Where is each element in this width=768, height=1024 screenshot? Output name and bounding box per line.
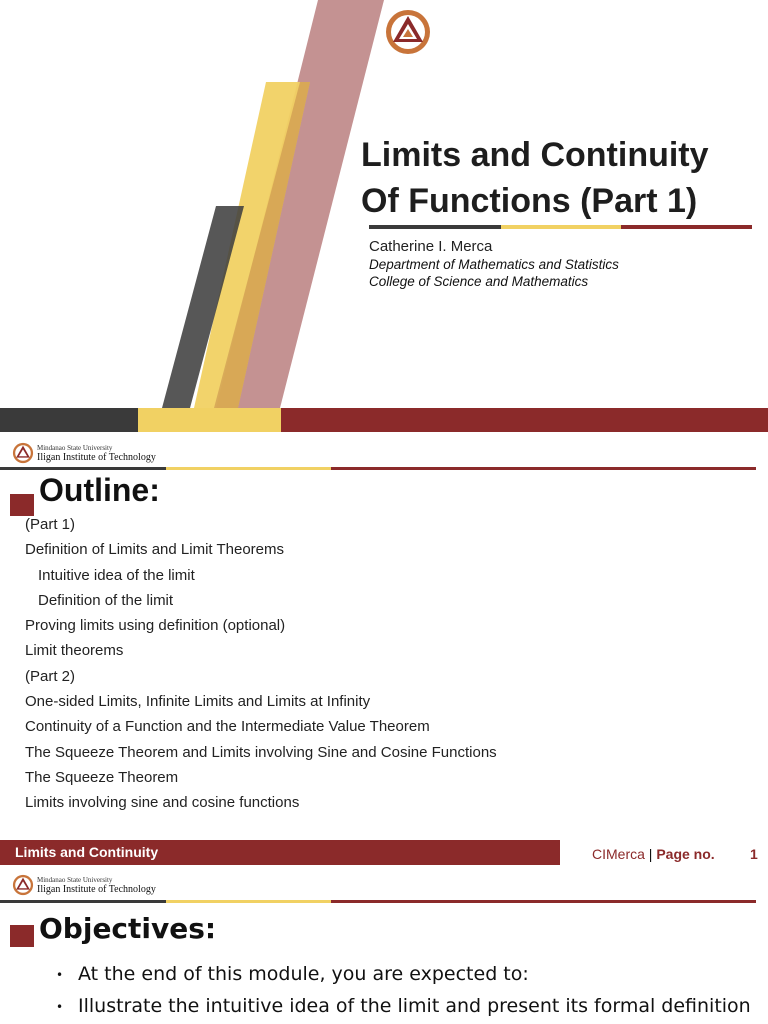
university-line-2: Iligan Institute of Technology (37, 884, 156, 895)
outline-item: Definition of Limits and Limit Theorems (25, 541, 284, 559)
bullet-icon: • (56, 967, 64, 982)
objective-item (56, 958, 751, 990)
header-band-maroon (331, 467, 756, 470)
outline-item: Continuity of a Function and the Intermediate Value Theorem (25, 718, 430, 736)
header-band-maroon (331, 900, 756, 903)
university-name (37, 444, 156, 462)
objective-item (56, 990, 751, 1022)
outline-heading: Outline: (39, 472, 160, 508)
college-name: College of Science and Mathematics (369, 274, 589, 289)
title-underline-maroon (621, 225, 752, 229)
author-name: Catherine I. Merca (369, 238, 493, 255)
title-line-1: Limits and Continuity (361, 136, 709, 174)
bullet-icon: • (56, 999, 64, 1014)
header-band-gold (166, 900, 331, 903)
outline-item: (Part 2) (25, 667, 76, 685)
presentation-title (361, 132, 709, 224)
footer-label: Limits and Continuity (15, 844, 159, 860)
title-slide (0, 0, 768, 432)
university-line-1: Mindanao State University (37, 444, 113, 452)
footer-separator: | (648, 846, 653, 862)
outline-slide (0, 432, 768, 868)
seal-icon (12, 874, 34, 896)
outline-item: The Squeeze Theorem (25, 768, 179, 786)
outline-item: Definition of the limit (38, 591, 174, 609)
bottom-band-maroon (281, 408, 768, 432)
outline-item: Limits involving sine and cosine functions (25, 794, 300, 812)
footer-page-label: Page no. (656, 846, 715, 862)
title-underline-gold (501, 225, 621, 229)
outline-item: (Part 1) (25, 516, 76, 533)
footer-credits (592, 846, 715, 862)
outline-item: Limit theorems (25, 642, 124, 660)
title-line-2: Of Functions (Part 1) (361, 182, 698, 220)
department-name: Department of Mathematics and Statistics (369, 257, 619, 272)
outline-item: Proving limits using definition (optional) (25, 617, 286, 635)
outline-list (25, 512, 497, 816)
institution-logo-icon (384, 8, 432, 56)
seal-icon (12, 442, 34, 464)
university-logo (12, 874, 156, 896)
outline-item: One-sided Limits, Infinite Limits and Limits at Infinity (25, 693, 371, 711)
footer-author: CIMerca (592, 846, 645, 862)
objective-text: Illustrate the intuitive idea of the limit and present its formal definition (78, 995, 751, 1017)
outline-item: Intuitive idea of the limit (38, 566, 195, 584)
title-underline-dark (369, 225, 501, 229)
header-band-dark (0, 900, 166, 903)
university-name (37, 876, 156, 894)
bottom-band-gold (138, 408, 281, 432)
bottom-band-gray (0, 408, 138, 432)
university-logo (12, 442, 156, 464)
page-number: 1 (750, 846, 758, 862)
outline-item: The Squeeze Theorem and Limits involving Sine and Cosine Functions (25, 743, 497, 761)
university-line-1: Mindanao State University (37, 876, 113, 884)
objectives-heading: Objectives: (39, 912, 217, 945)
objectives-slide (0, 868, 768, 1024)
objective-text: At the end of this module, you are expected to: (78, 963, 529, 985)
header-band-dark (0, 467, 166, 470)
objectives-list (56, 958, 751, 1022)
university-line-2: Iligan Institute of Technology (37, 452, 156, 463)
section-marker (10, 925, 34, 947)
header-band-gold (166, 467, 331, 470)
